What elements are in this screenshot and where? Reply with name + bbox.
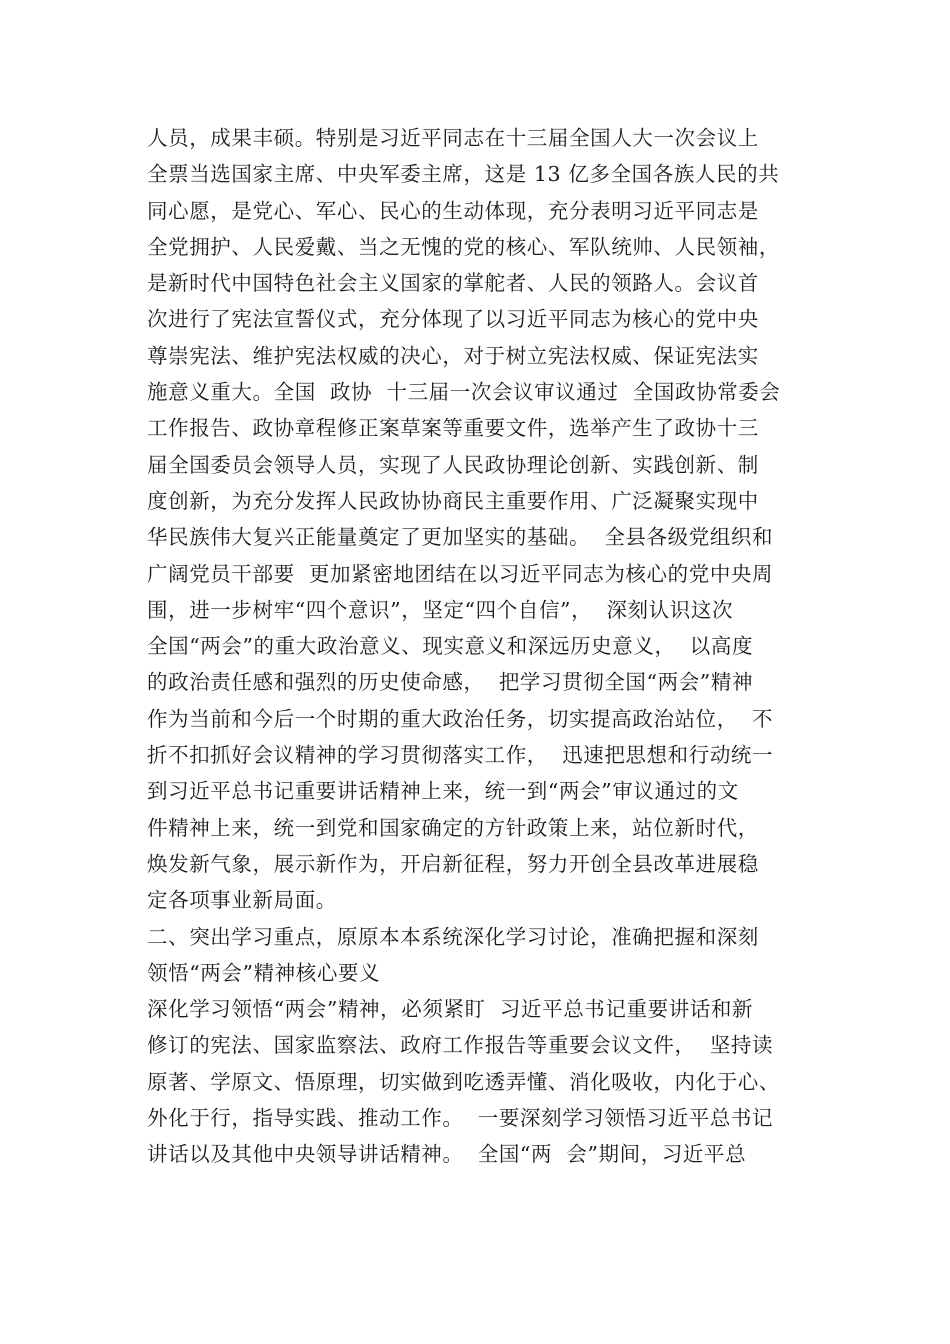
text-line: 折不扣抓好会议精神的学习贯彻落实工作， 迅速把思想和行动统一 xyxy=(147,743,774,768)
text-line: 广阔党员干部要 更加紧密地团结在以习近平同志为核心的党中央周 xyxy=(147,561,774,586)
text-line: 讲话以及其他中央领导讲话精神。 全国“两 会”期间，习近平总 xyxy=(147,1142,747,1167)
text-line: 修订的宪法、国家监察法、政府工作报告等重要会议文件， 坚持读 xyxy=(147,1033,774,1058)
text-line: 华民族伟大复兴正能量奠定了更加坚实的基础。 全县各级党组织和 xyxy=(147,525,774,550)
text-line: 施意义重大。全国 政协 十三届一次会议审议通过 全国政协常委会 xyxy=(147,380,781,405)
text-line: 同心愿，是党心、军心、民心的生动体现，充分表明习近平同志是 xyxy=(147,198,759,223)
text-line: 全党拥护、人民爱戴、当之无愧的党的核心、军队统帅、人民领袖， xyxy=(147,234,780,259)
text-line: 深化学习领悟“两会”精神，必须紧盯 习近平总书记重要讲话和新 xyxy=(147,997,754,1022)
text-line: 到习近平总书记重要讲话精神上来，统一到“两会”审议通过的文 xyxy=(147,779,739,804)
text-line: 全国“两会”的重大政治意义、现实意义和深远历史意义， 以高度 xyxy=(147,634,754,659)
text-line: 围，进一步树牢“四个意识”，坚定“四个自信”， 深刻认识这次 xyxy=(147,597,734,622)
text-line: 是新时代中国特色社会主义国家的掌舵者、人民的领路人。会议首 xyxy=(147,271,759,296)
text-line: 度创新，为充分发挥人民政协协商民主重要作用、广泛凝聚实现中 xyxy=(147,488,759,513)
text-line: 定各项事业新局面。 xyxy=(147,888,337,913)
section-heading-line: 领悟“两会”精神核心要义 xyxy=(147,960,381,985)
text-line: 尊崇宪法、维护宪法权威的决心，对于树立宪法权威、保证宪法实 xyxy=(147,343,759,368)
text-line: 焕发新气象，展示新作为，开启新征程，努力开创全县改革进展稳 xyxy=(147,851,759,876)
text-line: 作为当前和今后一个时期的重大政治任务，切实提高政治站位， 不 xyxy=(147,706,774,731)
text-line: 人员，成果丰硕。特别是习近平同志在十三届全国人大一次会议上 xyxy=(147,126,759,150)
body-text xyxy=(147,120,817,1173)
text-line: 外化于行，指导实践、推动工作。 一要深刻学习领悟习近平总书记 xyxy=(147,1106,774,1131)
text-line: 的政治责任感和强烈的历史使命感， 把学习贯彻全国“两会”精神 xyxy=(147,670,754,695)
text-line: 原著、学原文、悟原理，切实做到吃透弄懂、消化吸收，内化于心、 xyxy=(147,1069,780,1094)
text-line: 次进行了宪法宣誓仪式，充分体现了以习近平同志为核心的党中央 xyxy=(147,307,759,332)
text-line: 工作报告、政协章程修正案草案等重要文件，选举产生了政协十三 xyxy=(147,416,759,441)
text-line: 件精神上来，统一到党和国家确定的方针政策上来，站位新时代， xyxy=(147,815,759,840)
text-line: 全票当选国家主席、中央军委主席，这是 13 亿多全国各族人民的共 xyxy=(147,162,780,187)
text-line: 届全国委员会领导人员，实现了人民政协理论创新、实践创新、制 xyxy=(147,452,759,477)
section-heading-line: 二、突出学习重点，原原本本系统深化学习讨论，准确把握和深刻 xyxy=(147,924,759,949)
